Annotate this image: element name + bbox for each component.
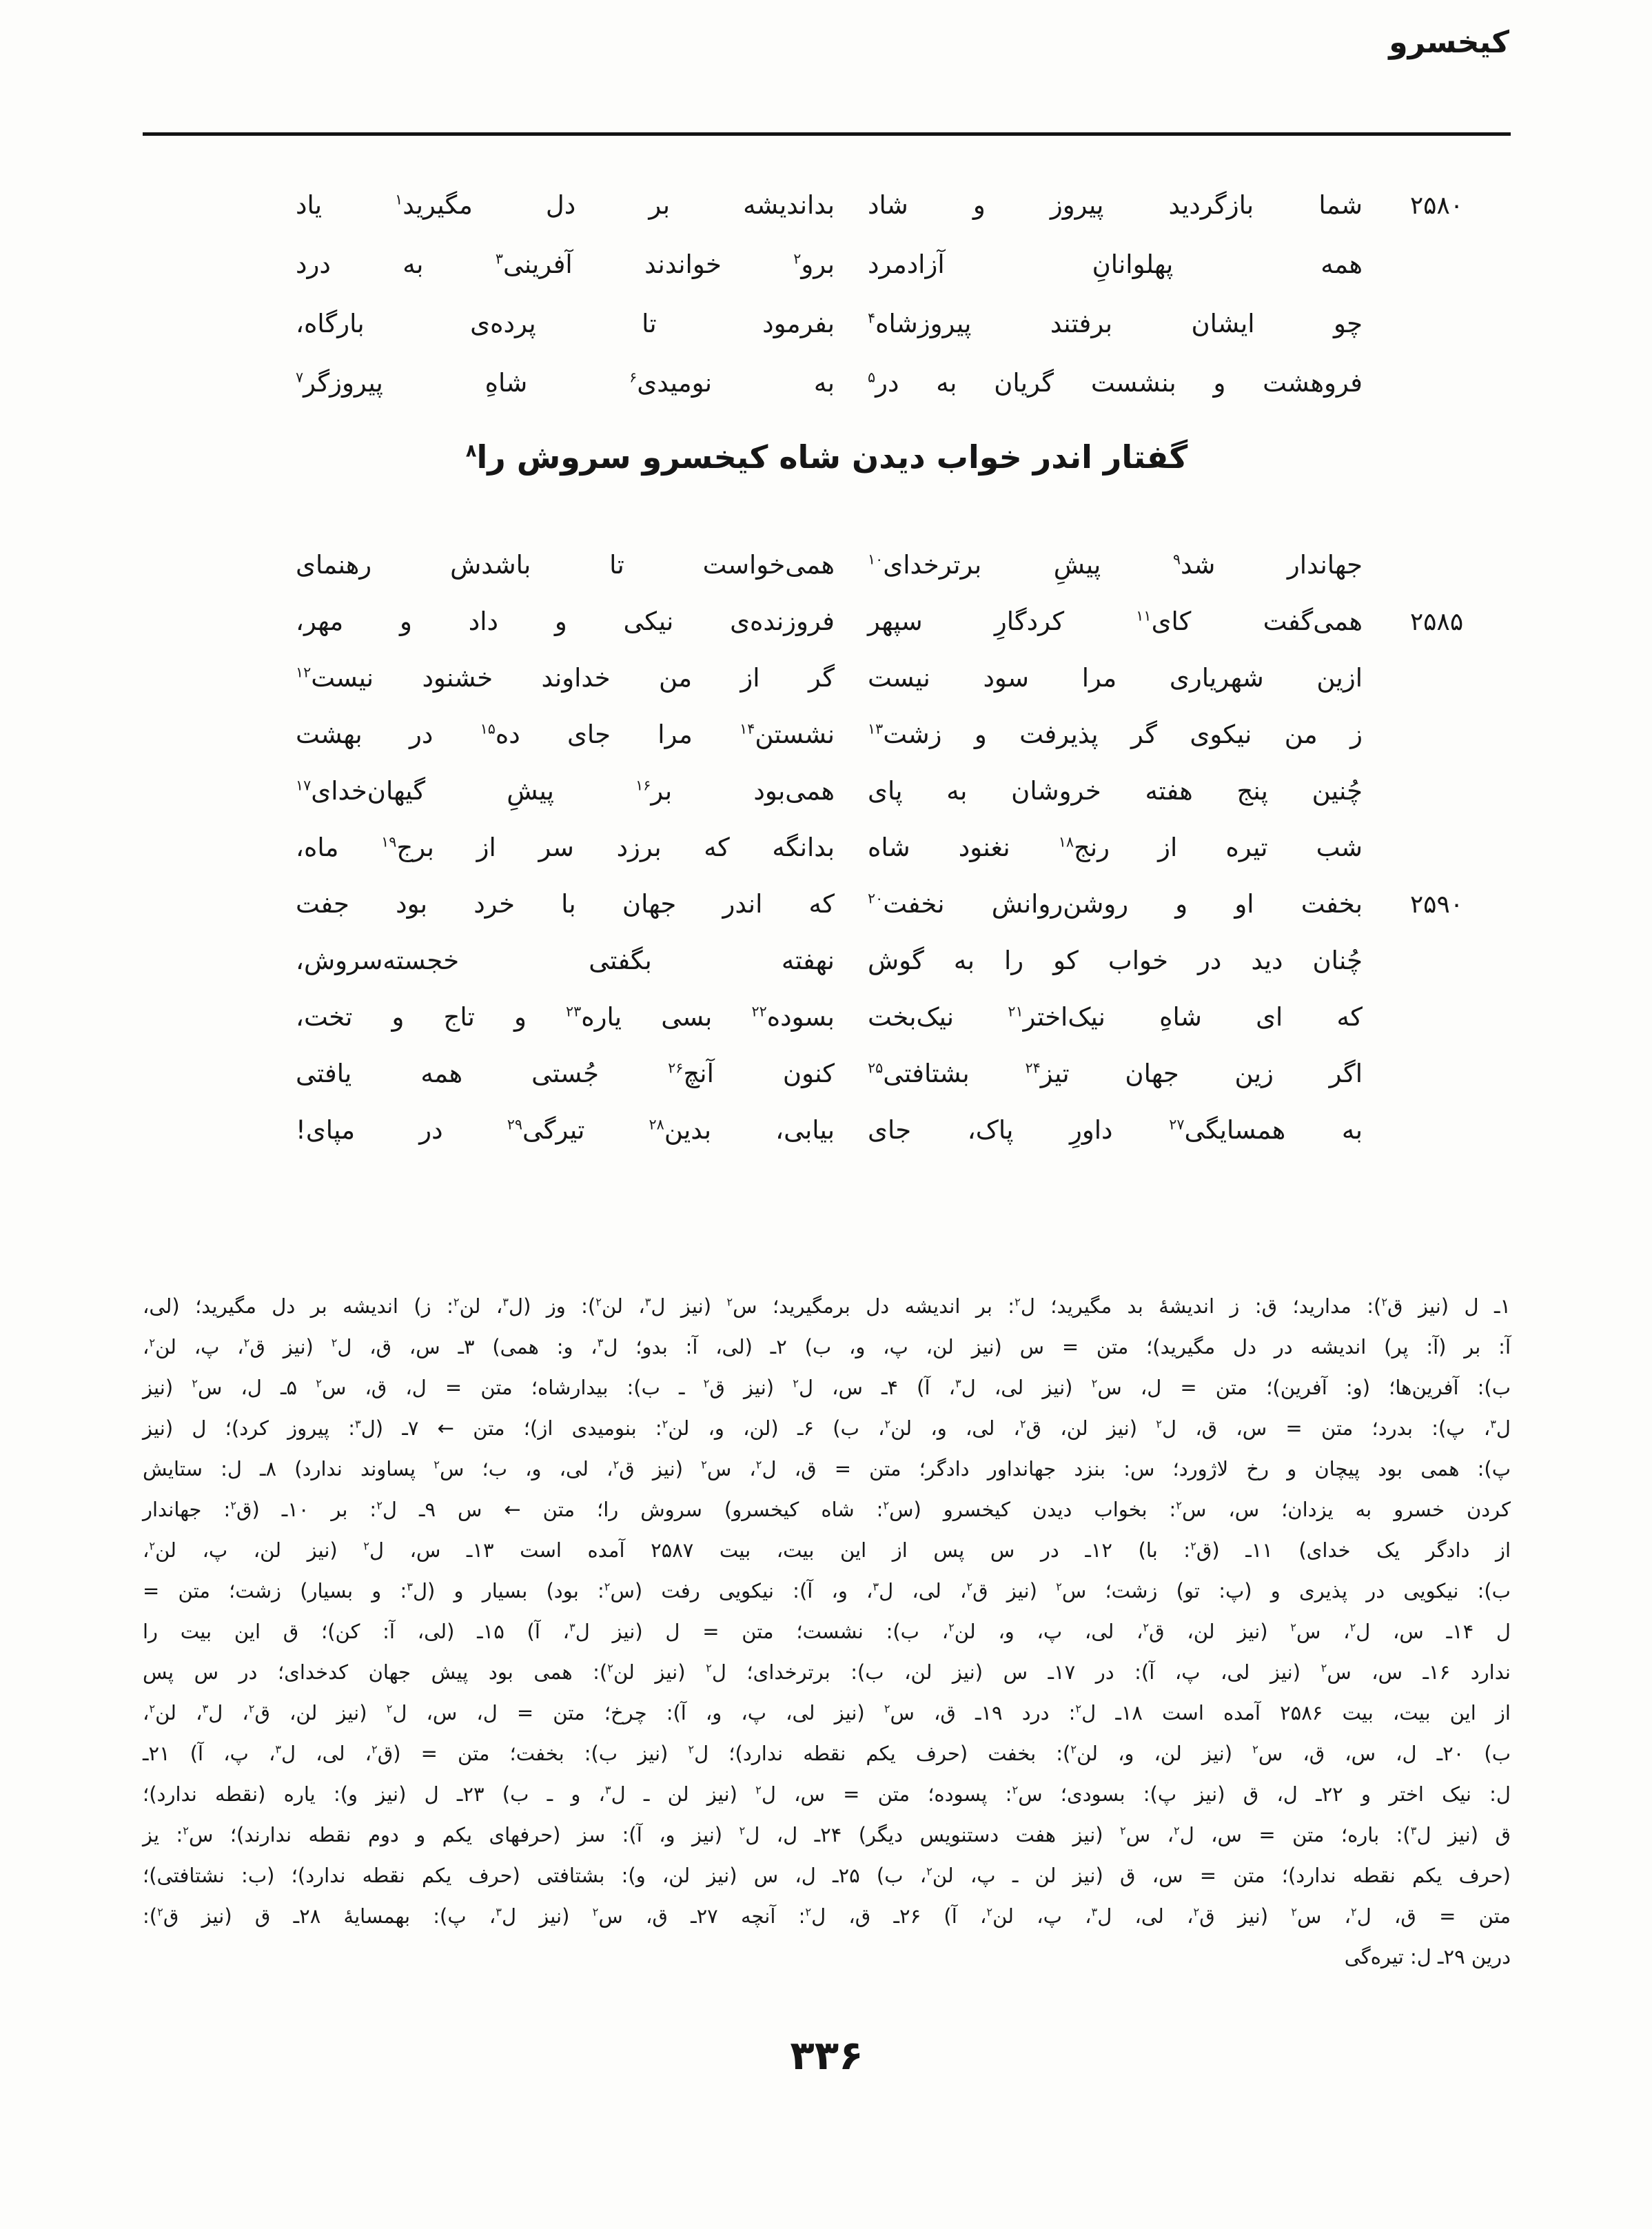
hemistich-left: بدانگه که برزد سر از برج$^{۱۹}$ ماه،	[296, 833, 835, 862]
hemistich-right: بخفت او و روشن‌روانش نخفت$^{۲۰}$	[868, 889, 1363, 919]
running-header-title: کیخسرو	[1389, 25, 1509, 60]
footnote-line: ل ۱۴ـ س، ل$^۲$، س$^۲$ (نیز لن، ق$^۲$، لی، پ، و، لن$^۲$، ب): نشست؛ متن = ل (نیز ل$^۳$، آ) ۱۵ـ (لی، آ: کن)؛ ق این بیت را	[143, 1620, 1511, 1643]
footnote-line: ندارد ۱۶ـ س، س$^۲$ (نیز لی، پ، آ): در ۱۷ـ س (نیز لن، ب): برترخدای؛ ل$^۲$ (نیز لن$^۲$): همی بود پیش جهان کدخدای؛ در س پس	[143, 1660, 1511, 1684]
hemistich-right: که ای شاهِ نیک‌اختر$^{۲۱}$ نیک‌بخت	[868, 1002, 1363, 1032]
hemistich-left: بسوده$^{۲۲}$ بسی یاره$^{۲۳}$ و تاج و تخت،	[296, 1002, 835, 1032]
footnote-line: ب): آفرین‌ها؛ (و: آفرین)؛ متن = ل، س$^۲$ (نیز لی، ل$^۳$، آ) ۴ـ س، ل$^۲$ (نیز ق$^۲$ ـ ب): بیدارشاه؛ متن = ل، ق، س$^۲$ ۵ـ ل، س$^۲$ (نیز	[143, 1376, 1511, 1399]
footnote-line: متن = ق، ل$^۲$، س$^۲$ (نیز ق$^۲$، لی، ل$^۳$، پ، لن$^۲$، آ) ۲۶ـ ق، ل$^۲$: آنچه ۲۷ـ ق، س$^۲$ (نیز ل$^۳$، پ): بهمسایهٔ ۲۸ـ ق (نیز ق$^۲$):	[143, 1904, 1511, 1928]
verse-row	[143, 536, 1511, 593]
footnote-line: کردن خسرو به یزدان؛ س، س$^۲$: بخواب دیدن کیخسرو (س$^۲$: شاه کیخسرو) سروش را؛ متن ← س ۹ـ ل$^۲$: بر ۱۰ـ (ق$^۲$: جهاندار	[143, 1498, 1511, 1521]
footnote-line: درین ۲۹ـ ل: تیره‌گی	[1344, 1945, 1511, 1968]
footnote-line: ب): نیکویی در پذیری و (پ: تو) زشت؛ س$^۲$ (نیز ق$^۲$، لی، ل$^۳$، و، آ): نیکویی رفت (س$^۲$: بود) بسیار و (ل$^۳$: و بسیار) زشت؛ متن =	[143, 1579, 1511, 1602]
footnote-line: ب) ۲۰ـ ل، س، ق، س$^۲$ (نیز لن، و، لن$^۲$): بخفت (حرف یکم نقطه ندارد)؛ ل$^۲$ (نیز ب): بخفت؛ متن = (ق$^۲$، لی، ل$^۳$، پ، آ) ۲۱ـ	[143, 1742, 1511, 1765]
hemistich-right: چُنین پنج هفته خروشان به پای	[868, 776, 1363, 806]
section-heading: گفتار اندر خواب دیدن شاه کیخسرو سروش را$^۸$	[465, 438, 1188, 476]
hemistich-right: اگر زین جهان تیز$^{۲۴}$ بشتافتی$^{۲۵}$	[868, 1059, 1363, 1088]
verse-row	[143, 1101, 1511, 1158]
hemistich-left: نشستن$^{۱۴}$ مرا جای ده$^{۱۵}$ در بهشت	[296, 720, 835, 749]
hemistich-left: همی‌بود بر$^{۱۶}$ پیشِ گیهان‌خدای$^{۱۷}$	[296, 776, 835, 806]
verse-row	[143, 354, 1511, 414]
hemistich-right: فروهشت و بنشست گریان به در$^۵$	[868, 368, 1363, 398]
footnote-line: ۱ـ ل (نیز ق$^۲$): مدارید؛ ق: ز اندیشهٔ بد مگیرید؛ ل$^۲$: بر اندیشه دل برمگیرید؛ س$^۲$ (نیز ل$^۳$، لن$^۲$): وز (ل$^۳$، لن$^۲$: ز) اندیشه بر دل مگیرید؛ (لی،	[143, 1294, 1511, 1318]
verse-block-2	[143, 536, 1511, 1158]
footnote-line: ل: نیک اختر و ۲۲ـ ل، ق (نیز پ): بسودی؛ س$^۲$: پسوده؛ متن = س، ل$^۲$ (نیز لن ـ ل$^۳$، و ـ ب) ۲۳ـ ل (نیز و): یاره (نقطه ندارد)؛	[143, 1782, 1511, 1806]
verse-row	[143, 593, 1511, 649]
hemistich-left: گر از من خداوند خشنود نیست$^{۱۲}$	[296, 663, 835, 693]
verse-number: ۲۵۸۵	[1409, 608, 1464, 636]
verse-row	[143, 988, 1511, 1045]
verse-number: ۲۵۸۰	[1409, 192, 1464, 220]
verse-row	[143, 1045, 1511, 1101]
hemistich-left: فروزنده‌ی نیکی و داد و مهر،	[296, 607, 835, 636]
hemistich-right: شب تیره از رنج$^{۱۸}$ نغنود شاه	[868, 833, 1363, 862]
hemistich-right: شما بازگردید پیروز و شاد	[868, 190, 1363, 220]
verse-row	[143, 706, 1511, 762]
footnote-line: آ: بر (آ: پر) اندیشه در دل مگیرید)؛ متن = س (نیز لن، پ، و، ب) ۲ـ (لی، آ: بدو؛ ل$^۳$، و: همی) ۳ـ س، ق، ل$^۲$ (نیز ق$^۲$، پ، لن$^۲$،	[143, 1335, 1511, 1358]
critical-apparatus-footnotes	[143, 1286, 1511, 1977]
hemistich-right: ازین شهریاری مرا سود نیست	[868, 663, 1363, 693]
hemistich-left: نهفته بگفتی خجسته‌سروش،	[296, 946, 835, 975]
hemistich-right: جهاندار شد$^۹$ پیشِ برترخدای$^{۱۰}$	[868, 550, 1363, 580]
verse-row	[143, 819, 1511, 875]
hemistich-left: بداندیشه بر دل مگیرید$^۱$ یاد	[296, 190, 835, 220]
hemistich-left: که اندر جهان با خرد بود جفت	[296, 889, 835, 919]
footnote-line: ق (نیز ل$^۳$): باره؛ متن = س، ل$^۲$، س$^۲$ (نیز هفت دستنویس دیگر) ۲۴ـ ل، ل$^۲$ (نیز و، آ): سز (حرفهای یکم و دوم نقطه ندارند)؛ س$^۲$: یز	[143, 1823, 1511, 1846]
verse-row	[143, 875, 1511, 932]
page-number: ۳۳۶	[790, 2032, 864, 2079]
hemistich-left: برو$^۲$ خواندند آفرینی$^۳$ به درد	[296, 250, 835, 279]
hemistich-left: همی‌خواست تا باشدش رهنمای	[296, 550, 835, 580]
header-rule	[143, 132, 1511, 136]
verse-block-1	[143, 176, 1511, 414]
hemistich-right: چُنان دید در خواب کو را به گوش	[868, 946, 1363, 975]
hemistich-left: کنون آنچ$^{۲۶}$ جُستی همه یافتی	[296, 1059, 835, 1088]
footnote-line: از دادگر یک خدای) ۱۱ـ (ق$^۲$: با) ۱۲ـ در س پس از این بیت، بیت ۲۵۸۷ آمده است ۱۳ـ س، ل$^۲$ (نیز لن، پ، لن$^۲$،	[143, 1538, 1511, 1562]
verse-row	[143, 295, 1511, 354]
hemistich-right: چو ایشان برفتند پیروزشاه$^۴$	[868, 309, 1363, 338]
hemistich-left: بفرمود تا پرده‌ی بارگاه،	[296, 309, 835, 338]
hemistich-right: همه پهلوانانِ آزادمرد	[868, 250, 1363, 279]
verse-row	[143, 932, 1511, 988]
footnote-line: (حرف یکم نقطه ندارد)؛ متن = س، ق (نیز لن ـ پ، لن$^۲$، ب) ۲۵ـ ل، س (نیز لن، و): بشتافتی (حرف یکم نقطه ندارد)؛ (ب: نشتافتی)؛	[143, 1864, 1511, 1887]
verse-row	[143, 176, 1511, 236]
verse-row	[143, 649, 1511, 706]
hemistich-right: به همسایگی$^{۲۷}$ داورِ پاک، جای	[868, 1115, 1363, 1145]
verse-row	[143, 236, 1511, 295]
footnote-line: پ): همی بود پیچان و رخ لاژورد؛ س: بنزد جهانداور دادگر؛ متن = ق، ل$^۲$، س$^۲$ (نیز ق$^۲$، لی، و، ب؛ س$^۲$ پساوند ندارد) ۸ـ ل: ستایش	[143, 1457, 1511, 1480]
hemistich-right: ز من نیکوی گر پذیرفت و زشت$^{۱۳}$	[868, 720, 1363, 749]
footnote-line: ل$^۳$، پ): بدرد؛ متن = س، ق، ل$^۲$ (نیز لن، ق$^۲$، لی، و، لن$^۲$، ب) ۶ـ (لن، و، لن$^۲$: بنومیدی از)؛ متن ← ۷ـ (ل$^۳$: پیروز کرد)؛ ل (نیز	[143, 1416, 1511, 1440]
hemistich-left: به نومیدی$^۶$ شاهِ پیروزگر$^۷$	[296, 368, 835, 398]
verse-number: ۲۵۹۰	[1409, 890, 1464, 919]
hemistich-left: بیابی، بدین$^{۲۸}$ تیرگی$^{۲۹}$ در مپای!	[296, 1115, 835, 1145]
verse-row	[143, 762, 1511, 819]
hemistich-right: همی‌گفت کای$^{۱۱}$ کردگارِ سپهر	[868, 607, 1363, 636]
footnote-line: از این بیت، بیت ۲۵۸۶ آمده است ۱۸ـ ل$^۲$: درد ۱۹ـ ق، س$^۲$ (نیز لی، پ، و، آ): چرخ؛ متن = ل، س، ل$^۲$ (نیز لن، ق$^۲$، ل$^۳$، لن$^۲$،	[143, 1701, 1511, 1724]
